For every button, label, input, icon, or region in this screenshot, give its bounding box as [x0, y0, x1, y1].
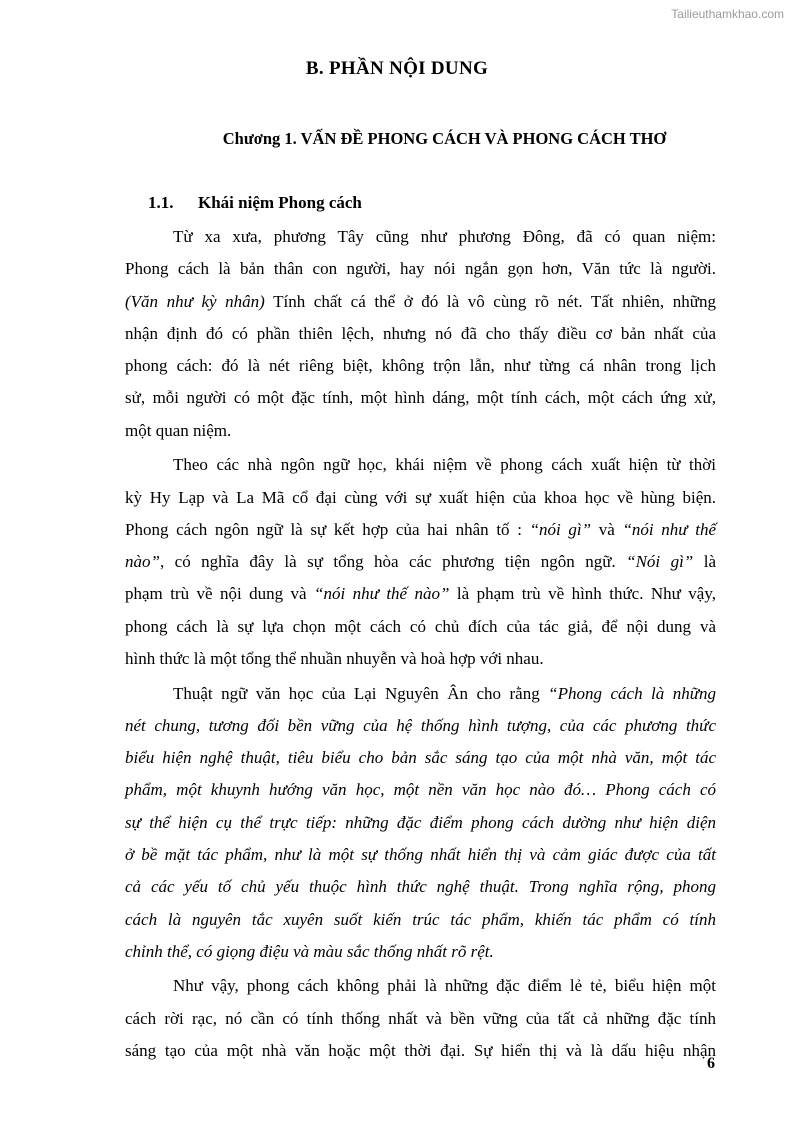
section-number: 1.1. [148, 193, 174, 212]
text-line: phong cách: đó là nét riêng biệt, không trộn lẫn, như từng cá nhân trong lịch [125, 356, 716, 376]
text-line: kỳ Hy Lạp và La Mã cổ đại cùng với sự xuất hiện của khoa học về hùng biện. [125, 487, 716, 507]
paragraph [125, 449, 716, 675]
text-line: sử, mỗi người có một đặc tính, một hình dáng, một tính cách, một cách ứng xử, [125, 388, 716, 408]
text-line: Phong cách ngôn ngữ là sự kết hợp của hai nhân tố : “nói gì” và “nói như thế [125, 519, 717, 539]
text-line: một quan niệm. [125, 420, 232, 440]
text-line: cách là nguyên tắc xuyên suốt kiến trúc tác phẩm, khiến tác phẩm có tính [125, 909, 716, 929]
text-line: hình thức là một tổng thể nhuần nhuyễn và hoà hợp với nhau. [125, 649, 544, 669]
text-line: nhận định đó có phần thiên lệch, nhưng nó đã cho thấy điều cơ bản nhất của [125, 323, 716, 343]
chapter-title: Chương 1. VẤN ĐỀ PHONG CÁCH VÀ PHONG CÁCH THƠ [222, 129, 667, 148]
text-line: phạm trù về nội dung và “nói như thế nào” là phạm trù về hình thức. Như vậy, [125, 584, 716, 604]
section-title: Khái niệm Phong cách [198, 193, 362, 212]
paragraph [125, 221, 716, 447]
text-line: chỉnh thể, có giọng điệu và màu sắc thống nhất rõ rệt. [125, 941, 494, 961]
part-title: B. PHẦN NỘI DUNG [305, 58, 489, 79]
text-line: phẩm, một khuynh hướng văn học, một nền văn học nào đó… Phong cách có [125, 780, 716, 800]
text-line: cả các yếu tố chủ yếu thuộc hình thức nghệ thuật. Trong nghĩa rộng, phong [125, 877, 716, 897]
text-line: nét chung, tương đối bền vững của hệ thống hình tượng, của các phương thức [125, 715, 716, 735]
text-line: sáng tạo của một nhà văn hoặc một thời đại. Sự hiển thị và là dấu hiệu nhận [125, 1040, 716, 1060]
paragraph [125, 678, 716, 969]
text-line: biểu hiện nghệ thuật, tiêu biểu cho bản sắc sáng tạo của một nhà văn, một tác [125, 748, 716, 768]
page-number: 6 [707, 1055, 715, 1072]
text-line: ở bề mặt tác phẩm, như là một sự thống nhất hiển thị và cảm giác được của tất [125, 845, 716, 865]
text-line: nào”, có nghĩa đây là sự tổng hòa các phương tiện ngôn ngữ. “Nói gì” là [125, 552, 716, 572]
text-line: (Văn như kỳ nhân) Tính chất cá thể ở đó là vô cùng rõ nét. Tất nhiên, những [125, 291, 716, 311]
text-line: cách rời rạc, nó cần có tính thống nhất và bền vững của tất cả những đặc tính [125, 1008, 716, 1028]
text-line: sự thể hiện cụ thể trực tiếp: những đặc điểm phong cách dường như hiện diện [125, 812, 716, 832]
text-line: Theo các nhà ngôn ngữ học, khái niệm về phong cách xuất hiện từ thời [173, 455, 716, 475]
text-line: Như vậy, phong cách không phải là những đặc điểm lẻ tẻ, biểu hiện một [173, 976, 716, 996]
text-line: Từ xa xưa, phương Tây cũng như phương Đông, đã có quan niệm: [173, 227, 716, 246]
text-line: Phong cách là bản thân con người, hay nói ngắn gọn hơn, Văn tức là người. [125, 259, 716, 279]
text-line: phong cách là sự lựa chọn một cách có chủ đích của tác giả, để nội dung và [125, 616, 716, 636]
body-text [125, 221, 716, 1069]
watermark: Tailieuthamkhao.com [671, 7, 784, 21]
paragraph [125, 970, 716, 1067]
section-heading [148, 193, 362, 213]
text-line: Thuật ngữ văn học của Lại Nguyên Ân cho rằng “Phong cách là những [173, 683, 716, 703]
